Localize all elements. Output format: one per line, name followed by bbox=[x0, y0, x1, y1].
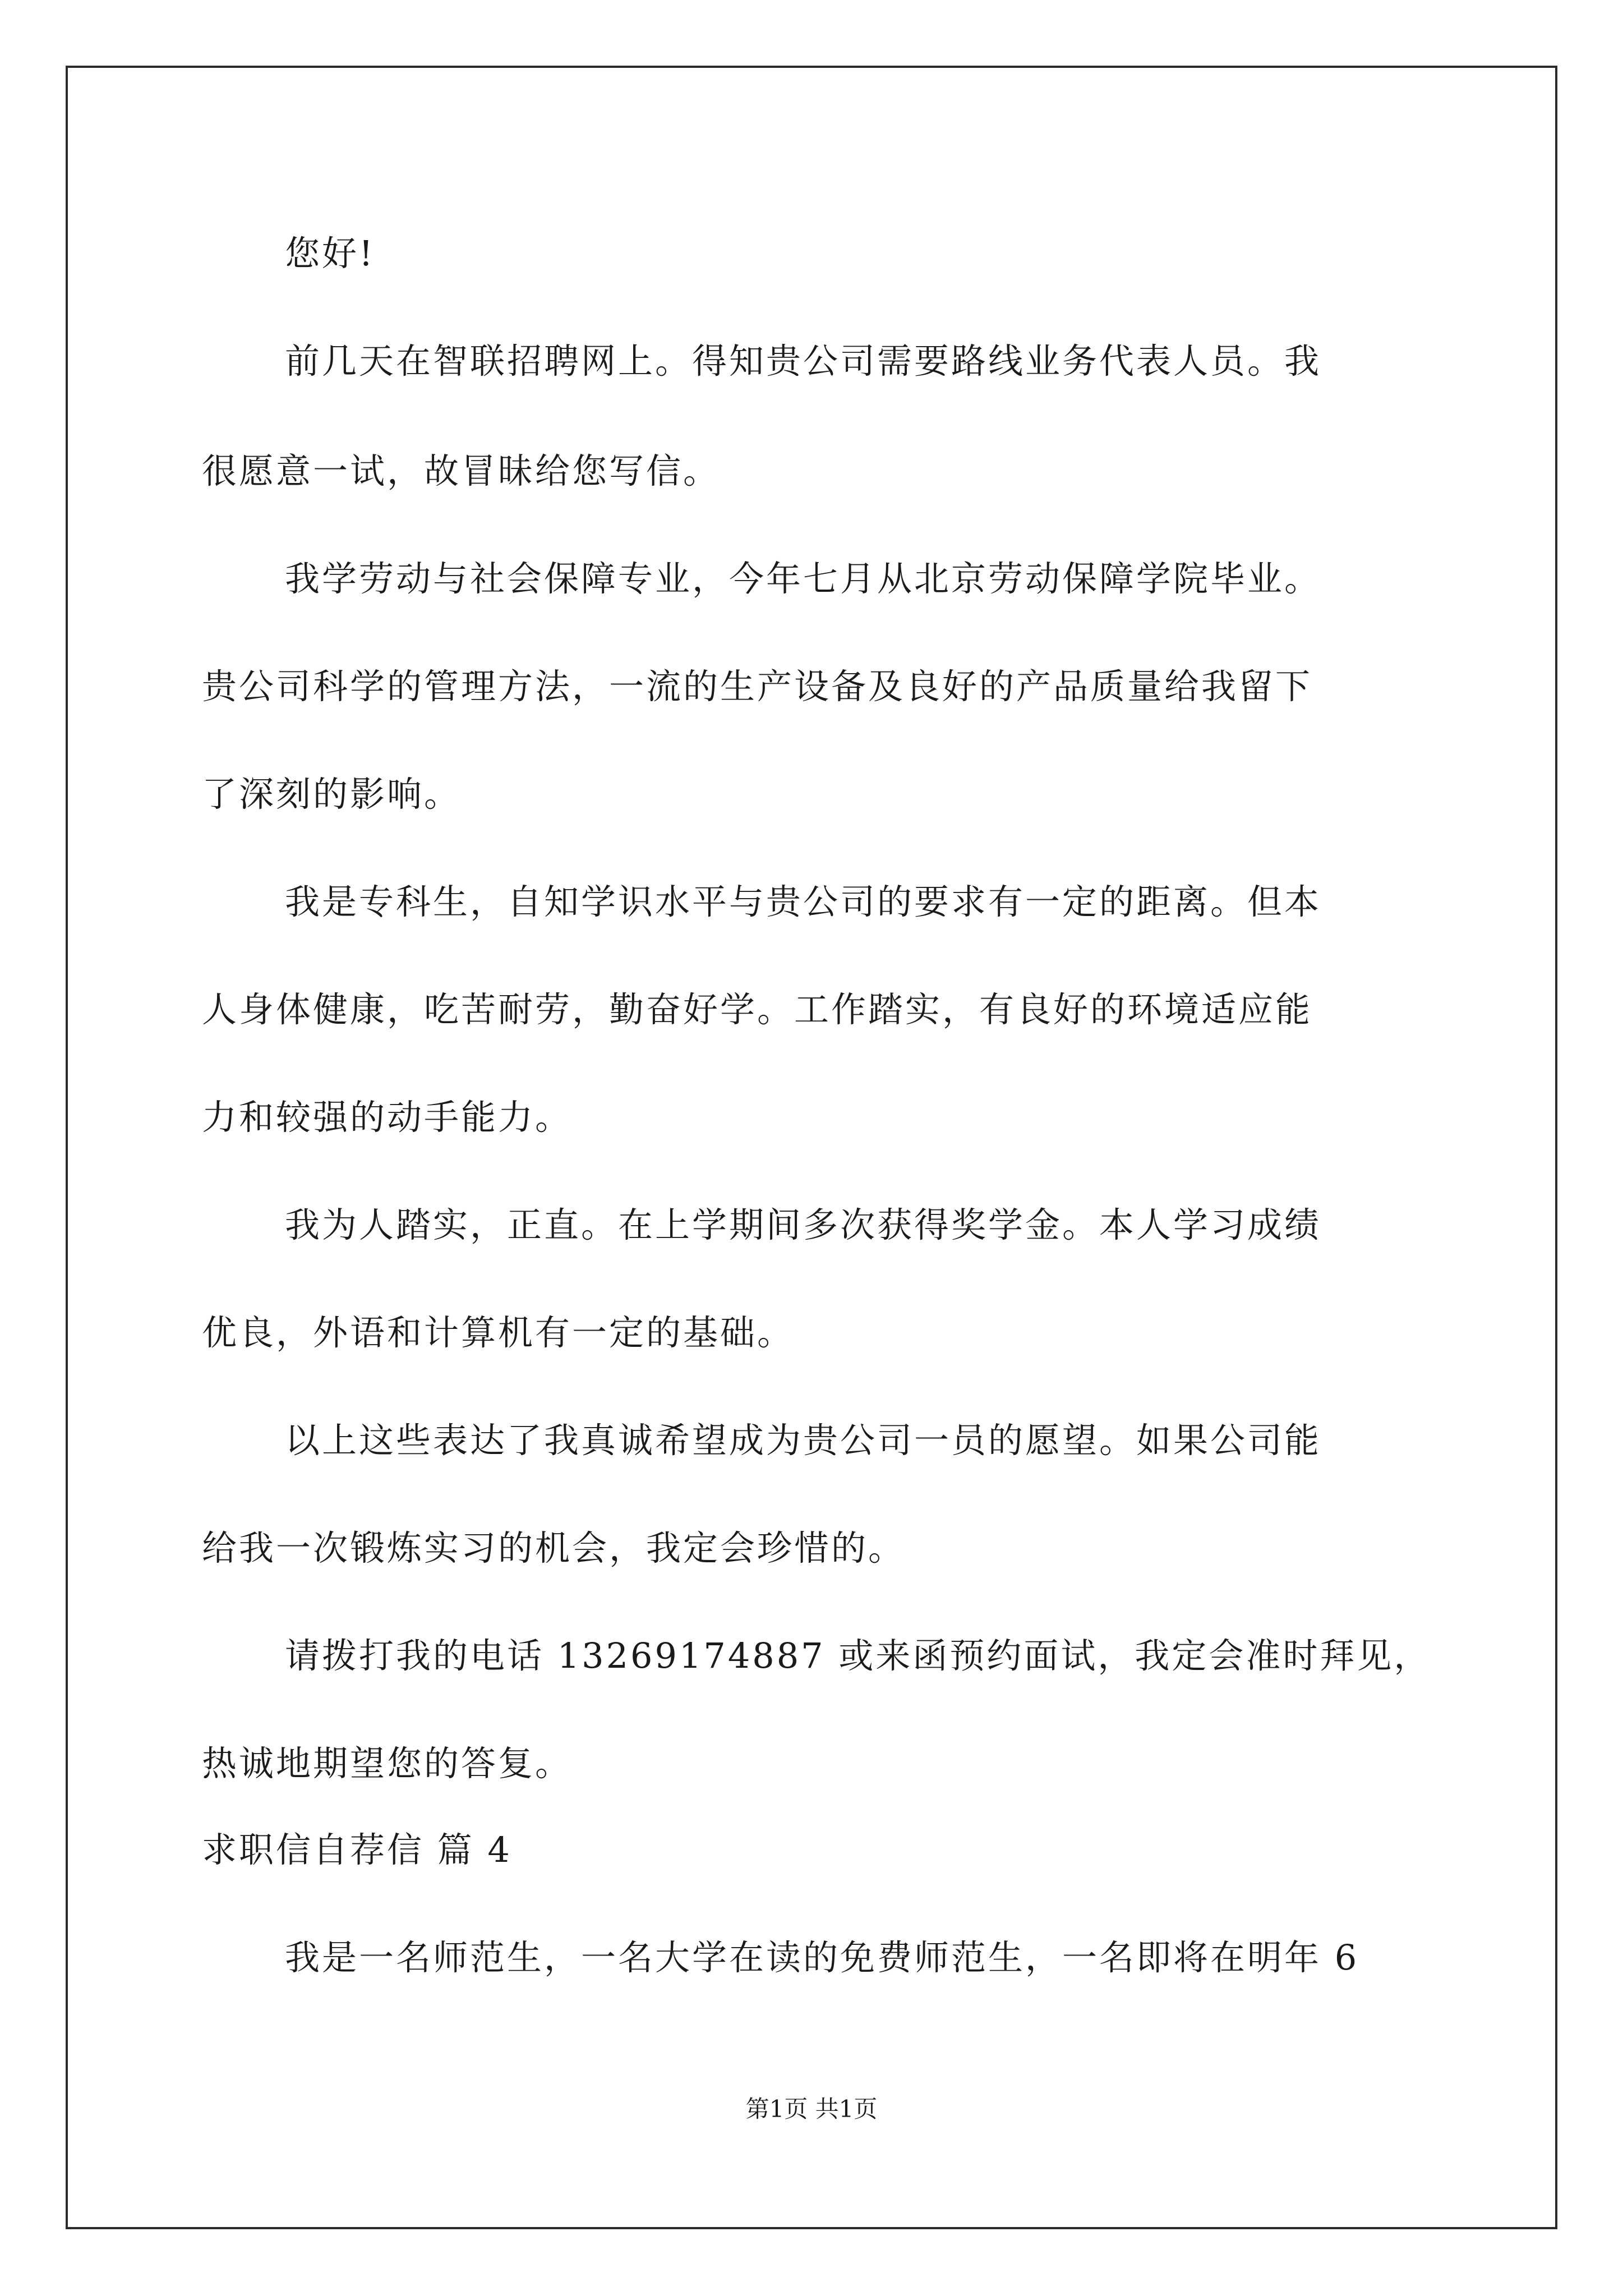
section-heading: 求职信自荐信 篇 4 bbox=[202, 1829, 512, 1870]
paragraph-line: 以上这些表达了我真诚希望成为贵公司一员的愿望。如果公司能 bbox=[285, 1420, 1322, 1461]
paragraph-line: 我是专科生，自知学识水平与贵公司的要求有一定的距离。但本 bbox=[285, 881, 1322, 922]
paragraph-line: 给我一次锻炼实习的机会，我定会珍惜的。 bbox=[202, 1527, 906, 1568]
paragraph-line: 请拨打我的电话 13269174887 或来函预约面试，我定会准时拜见， bbox=[285, 1635, 1431, 1676]
paragraph-line: 前几天在智联招聘网上。得知贵公司需要路线业务代表人员。我 bbox=[285, 341, 1322, 381]
paragraph-line: 贵公司科学的管理方法，一流的生产设备及良好的产品质量给我留下 bbox=[202, 666, 1313, 707]
paragraph-line: 热诚地期望您的答复。 bbox=[202, 1743, 573, 1784]
greeting: 您好! bbox=[285, 233, 375, 274]
page-footer: 第1页 共1页 bbox=[745, 2095, 878, 2123]
paragraph-line: 我学劳动与社会保障专业，今年七月从北京劳动保障学院毕业。 bbox=[285, 558, 1322, 599]
paragraph-line: 很愿意一试，故冒昧给您写信。 bbox=[202, 450, 721, 491]
paragraph-line: 了深刻的影响。 bbox=[202, 774, 462, 815]
paragraph-line: 人身体健康，吃苦耐劳，勤奋好学。工作踏实，有良好的环境适应能 bbox=[202, 989, 1313, 1030]
paragraph-line: 力和较强的动手能力。 bbox=[202, 1097, 573, 1138]
paragraph-line: 优良，外语和计算机有一定的基础。 bbox=[202, 1312, 795, 1353]
paragraph-line: 我是一名师范生，一名大学在读的免费师范生，一名即将在明年 6 bbox=[285, 1937, 1359, 1978]
paragraph-line: 我为人踏实，正直。在上学期间多次获得奖学金。本人学习成绩 bbox=[285, 1204, 1322, 1245]
page-border bbox=[66, 66, 1557, 2229]
